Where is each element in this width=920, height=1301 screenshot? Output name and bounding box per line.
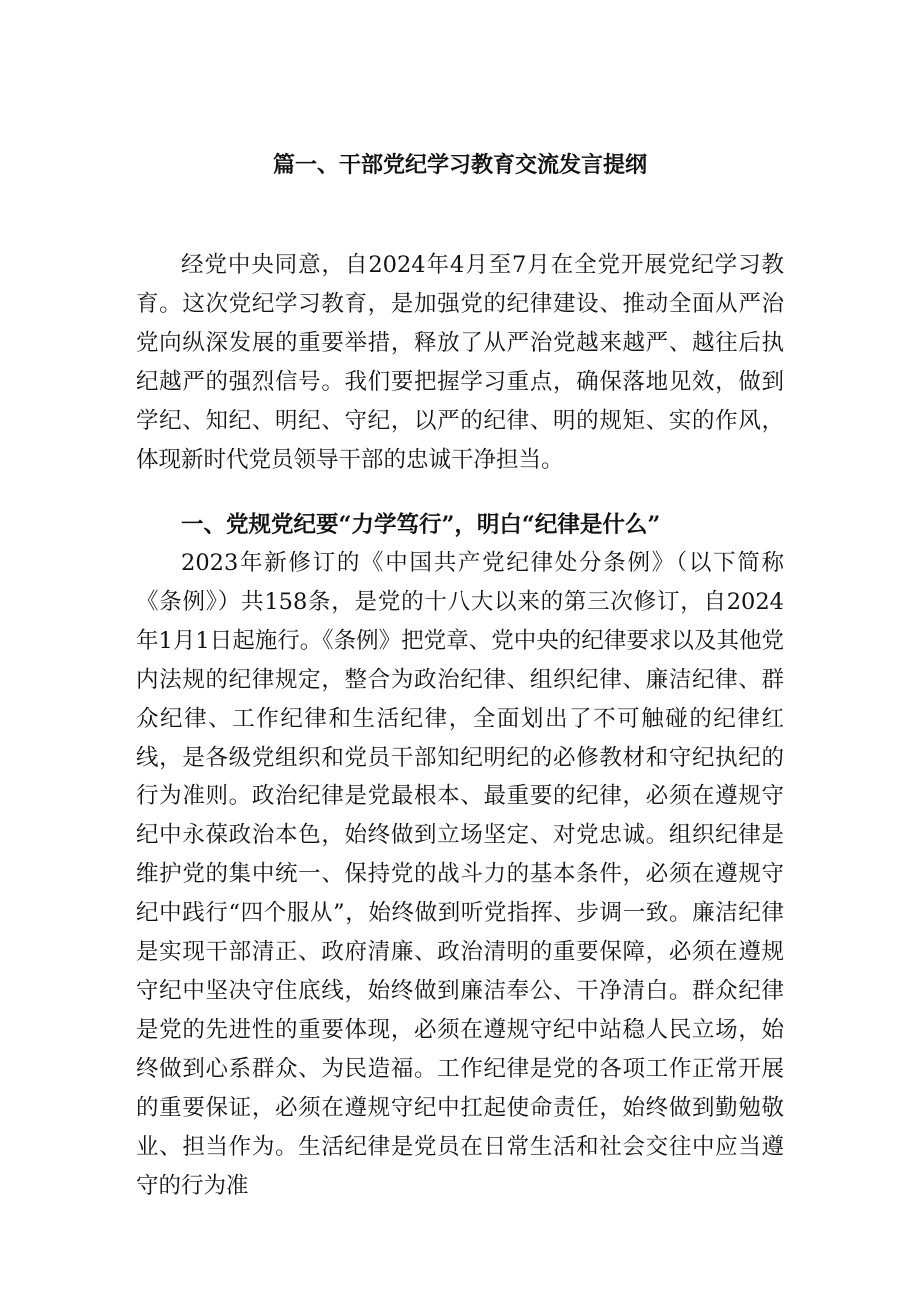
paragraph-intro: 经党中央同意，自2024年4月至7月在全党开展党纪学习教育。这次党纪学习教育，是加强党的纪律建设、推动全面从严治党向纵深发展的重要举措，释放了从严治党越来越严、越往后执纪越严的强烈信号。我们要把握学习重点，确保落地见效，做到学纪、知纪、明纪、守纪，以严的纪律、明的规矩、实的作风，体现新时代党员领导干部的忠诚干净担当。: [136, 252, 784, 473]
paragraph-regulations: 2023年新修订的《中国共产党纪律处分条例》（以下简称《条例》）共158条，是党的十八大以来的第三次修订，自2024年1月1日起施行。《条例》把党章、党中央的纪律要求以及其他党内法规的纪律规定，整合为政治纪律、组织纪律、廉洁纪律、群众纪律、工作纪律和生活纪律，全面划出了不可触碰的纪律红线，是各级党组织和党员干部知纪明纪的必修教材和守纪执纪的行为准则。政治纪律是党最根本、最重要的纪律，必须在遵规守纪中永葆政治本色，始终做到立场坚定、对党忠诚。组织纪律是维护党的集中统一、保持党的战斗力的基本条件，必须在遵规守纪中践行“四个服从”，始终做到听党指挥、步调一致。廉洁纪律是实现干部清正、政府清廉、政治清明的重要保障，必须在遵规守纪中坚决守住底线，始终做到廉洁奉公、干净清白。群众纪律是党的先进性的重要体现，必须在遵规守纪中站稳人民立场，始终做到心系群众、为民造福。工作纪律是党的各项工作正常开展的重要保证，必须在遵规守纪中扛起使命责任，始终做到勤勉敬业、担当作为。生活纪律是党员在日常生活和社会交往中应当遵守的行为准: [136, 550, 784, 1199]
section-heading-1: 一、党规党纪要“力学笃行”，明白“纪律是什么”: [181, 512, 661, 538]
document-title: 篇一、干部党纪学习教育交流发言提纲: [272, 152, 647, 178]
